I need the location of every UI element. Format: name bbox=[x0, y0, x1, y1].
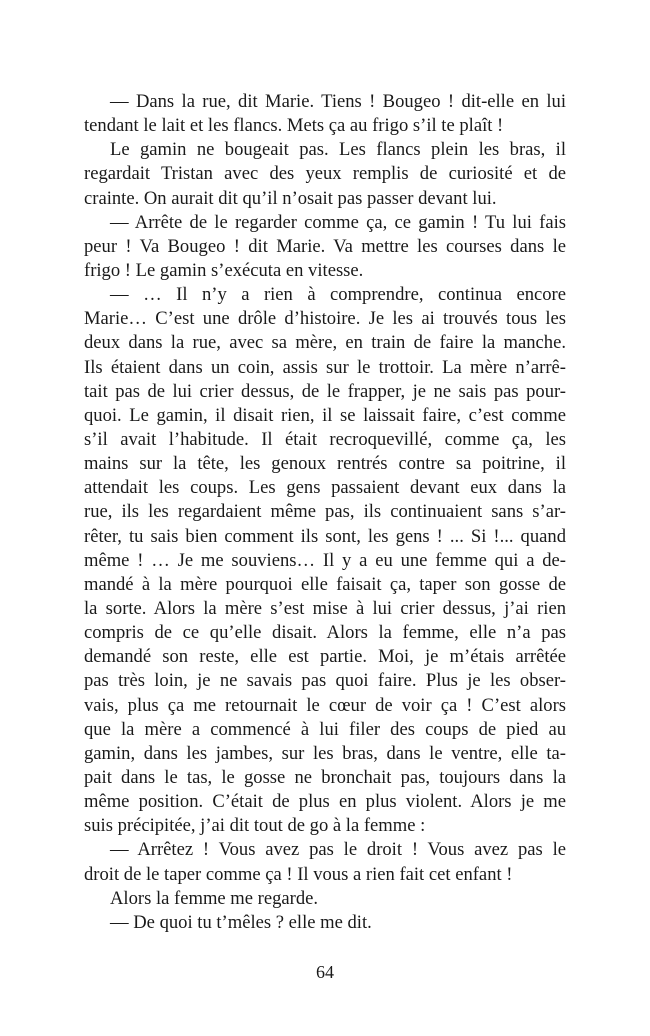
text-line: même position. C’était de plus en plus violent. Alors je me bbox=[84, 791, 566, 813]
text-line: tendant le lait et les flancs. Mets ça au frigo s’il te plaît ! bbox=[84, 115, 504, 137]
text-line: — Dans la rue, dit Marie. Tiens ! Bougeo ! dit-elle en lui bbox=[110, 91, 566, 112]
text-line: même ! … Je me souviens… Il y a eu une femme qui a de- bbox=[84, 549, 566, 571]
text-line: Alors la femme me regarde. bbox=[110, 887, 319, 909]
text-line: tait pas de lui crier dessus, de le frapper, je ne sais pas pour- bbox=[84, 380, 566, 402]
text-line: — Arrêtez ! Vous avez pas le droit ! Vous avez pas le bbox=[110, 839, 566, 861]
text-line: crainte. On aurait dit qu’il n’osait pas passer devant lui. bbox=[84, 187, 497, 209]
text-line: attendait les coups. Les gens passaient devant eux dans la bbox=[84, 477, 566, 499]
text-line: rue, ils les regardaient même pas, ils continuaient sans s’ar- bbox=[84, 501, 566, 523]
text-line: vais, plus ça me retournait le cœur de voir ça ! C’est alors bbox=[84, 694, 566, 716]
text-line: Le gamin ne bougeait pas. Les flancs plein les bras, il bbox=[110, 139, 566, 161]
page-number: 64 bbox=[316, 962, 334, 982]
text-line: suis précipitée, j’ai dit tout de go à la femme : bbox=[84, 815, 426, 837]
text-line: deux dans la rue, avec sa mère, en train de faire la manche. bbox=[84, 332, 566, 354]
text-line: mains sur la tête, les genoux rentrés contre sa poitrine, il bbox=[84, 453, 566, 475]
text-line: pait dans le tas, le gosse ne bronchait pas, toujours dans la bbox=[84, 766, 566, 788]
text-line: frigo ! Le gamin s’exécuta en vitesse. bbox=[84, 259, 364, 281]
text-line: — De quoi tu t’mêles ? elle me dit. bbox=[110, 911, 372, 933]
text-line: droit de le taper comme ça ! Il vous a rien fait cet enfant ! bbox=[84, 863, 513, 885]
text-line: que la mère a commencé à lui filer des coups de pied au bbox=[84, 718, 566, 740]
text-line: regardait Tristan avec des yeux remplis de curiosité et de bbox=[84, 163, 566, 185]
text-line: mandé à la mère pourquoi elle faisait ça, taper son gosse de bbox=[84, 573, 566, 595]
text-line: compris de ce qu’elle disait. Alors la femme, elle n’a pas bbox=[84, 622, 566, 644]
text-line: rêter, tu sais bien comment ils sont, les gens ! ... Si !... quand bbox=[84, 525, 566, 547]
text-line: — … Il n’y a rien à comprendre, continua encore bbox=[110, 284, 566, 306]
text-line: quoi. Le gamin, il disait rien, il se laissait faire, c’est comme bbox=[84, 404, 566, 426]
body-text bbox=[84, 90, 566, 935]
text-line: demandé son reste, elle est partie. Moi, je m’étais arrêtée bbox=[84, 646, 566, 668]
text-line: Marie… C’est une drôle d’histoire. Je les ai trouvés tous les bbox=[84, 308, 566, 330]
text-line: Ils étaient dans un coin, assis sur le trottoir. La mère n’arrê- bbox=[84, 356, 566, 378]
text-line: pas très loin, je ne savais pas quoi faire. Plus je les obser- bbox=[84, 670, 566, 692]
text-line: peur ! Va Bougeo ! dit Marie. Va mettre les courses dans le bbox=[84, 235, 566, 257]
text-line: — Arrête de le regarder comme ça, ce gamin ! Tu lui fais bbox=[110, 211, 566, 233]
text-line: la sorte. Alors la mère s’est mise à lui crier dessus, j’ai rien bbox=[84, 597, 566, 619]
text-line: s’il avait l’habitude. Il était recroquevillé, comme ça, les bbox=[84, 428, 566, 450]
text-line: gamin, dans les jambes, sur les bras, dans le ventre, elle ta- bbox=[84, 742, 566, 764]
